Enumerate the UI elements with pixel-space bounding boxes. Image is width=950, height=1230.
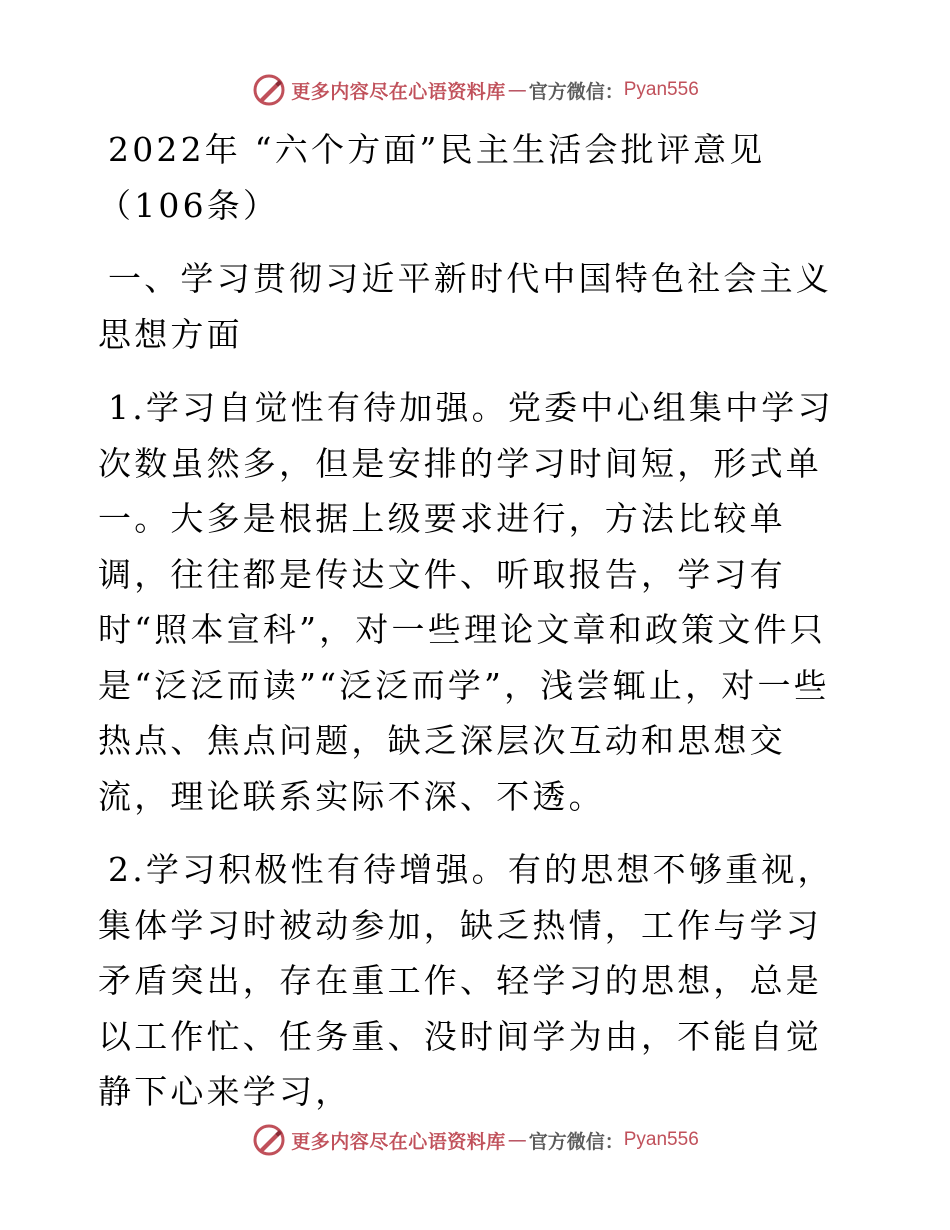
watermark-wechat-id: Pyan556 bbox=[623, 79, 699, 100]
paragraph-2: 2.学习积极性有待增强。有的思想不够重视，集体学习时被动参加，缺乏热情，工作与学习矛盾突出，存在重工作、轻学习的思想，总是以工作忙、任务重、没时间学为由，不能自觉静下心来学习， bbox=[98, 850, 834, 1111]
watermark-label: 官方微信： bbox=[528, 1130, 624, 1153]
watermark-separator: — bbox=[507, 79, 527, 101]
watermark-brand: 更多内容尽在心语资料库 bbox=[291, 1130, 506, 1153]
watermark-brand: 更多内容尽在心语资料库 bbox=[291, 80, 506, 103]
watermark-separator: — bbox=[507, 1129, 527, 1151]
footer-watermark bbox=[0, 1120, 950, 1160]
watermark-label: 官方微信： bbox=[528, 80, 624, 103]
pen-logo-icon bbox=[251, 72, 287, 108]
document-body bbox=[98, 122, 858, 1120]
header-watermark bbox=[0, 70, 950, 110]
pen-logo-icon bbox=[251, 1122, 287, 1158]
section-heading: 一、学习贯彻习近平新时代中国特色社会主义思想方面 bbox=[98, 259, 832, 354]
paragraph-1: 1.学习自觉性有待加强。党委中心组集中学习次数虽然多，但是安排的学习时间短，形式单一。大多是根据上级要求进行，方法比较单调，往往都是传达文件、听取报告，学习有时“照本宣科”，对一些理论文章和政策文件只是“泛泛而读”“泛泛而学”，浅尝辄止，对一些热点、焦点问题，缺乏深层次互动和思想交流，理论联系实际不深、不透。 bbox=[98, 388, 834, 816]
document-title: 2022年 “六个方面”民主生活会批评意见（106条） bbox=[98, 130, 766, 225]
watermark-wechat-id: Pyan556 bbox=[623, 1129, 699, 1150]
